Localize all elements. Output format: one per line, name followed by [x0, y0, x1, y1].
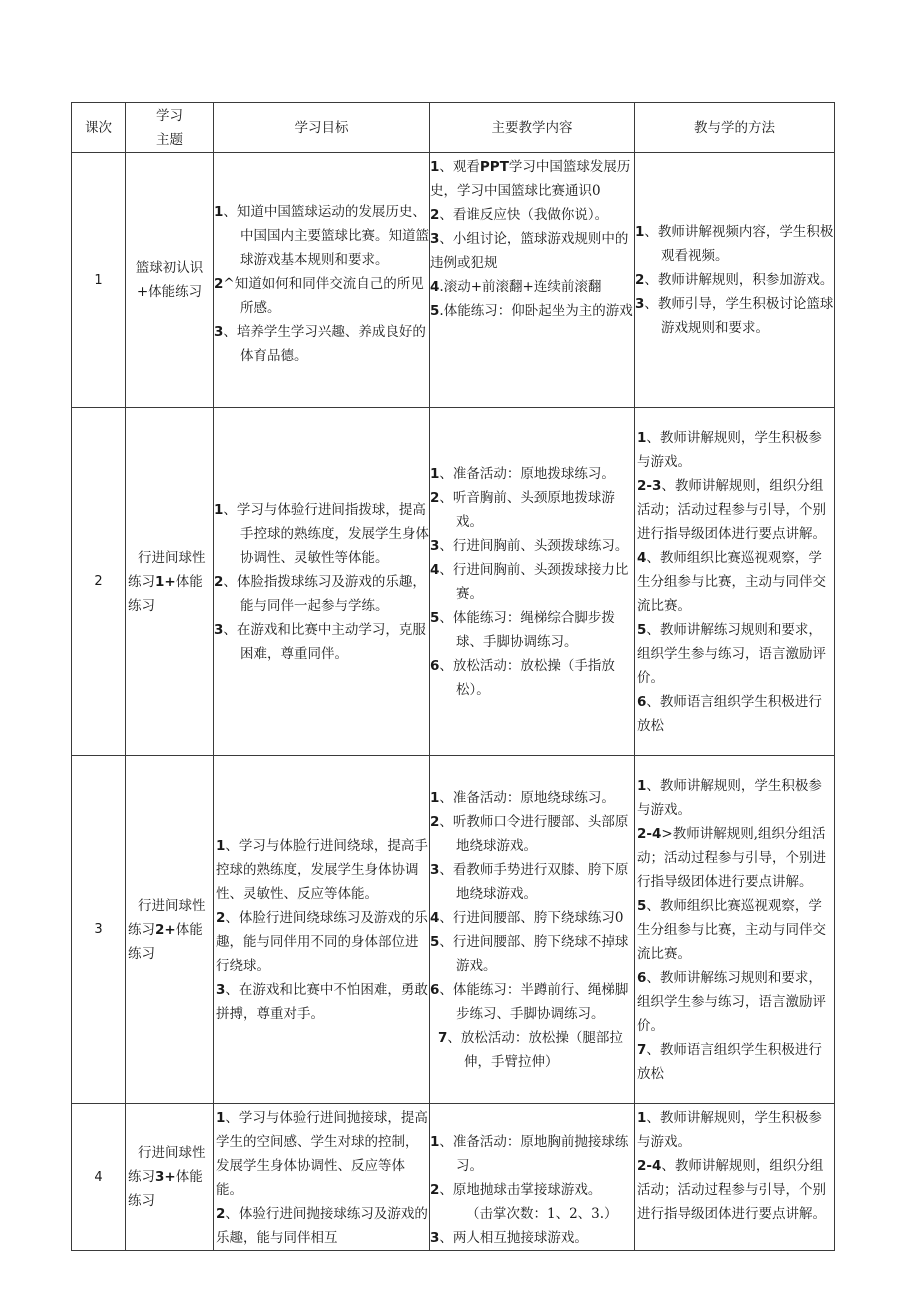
method-item: 5、教师讲解练习规则和要求，组织学生参与练习，语言激励评价。	[637, 621, 826, 686]
goal-item: 1、知道中国篮球运动的发展历史、中国国内主要篮球比赛。知道篮球游戏基本规则和要求。	[214, 204, 429, 268]
table-header-row	[72, 103, 835, 153]
goal-item: 2、体脸指拨球练习及游戏的乐趣，能与同伴一起参与学练。	[214, 573, 426, 614]
goals-cell	[214, 408, 430, 756]
content-item: 2、听音胸前、头颈原地拨球游戏。	[430, 489, 615, 530]
content-item: 3、行进间胸前、头颈拨球练习。	[430, 537, 629, 554]
goals-cell	[214, 1104, 430, 1251]
method-item: 6、教师讲解练习规则和要求，组织学生参与练习，语言激励评价。	[637, 969, 826, 1034]
methods-cell	[635, 153, 835, 408]
lesson-topic: 行进间球性练习3+体能练习	[126, 1104, 214, 1251]
lesson-number: 4	[72, 1104, 126, 1251]
method-item: 4、教师组织比赛巡视观察，学生分组参与比赛，主动与同伴交流比赛。	[637, 549, 826, 614]
content-item: 1、准备活动：原地绕球练习。	[430, 789, 615, 806]
lesson-plan-table	[71, 102, 835, 1251]
method-item: 1、教师讲解规则，学生积极参与游戏。	[637, 429, 822, 470]
content-item: 4、行进间胸前、头颈拨球接力比赛。	[430, 561, 629, 602]
method-item: 1、教师讲解规则，学生积极参与游戏。	[637, 1110, 822, 1150]
header-methods: 教与学的方法	[635, 103, 835, 153]
header-topic-line2: 主题	[156, 131, 183, 148]
content-item: 2、原地抛球击掌接球游戏。	[430, 1182, 602, 1198]
table-row	[72, 1104, 835, 1251]
content-cell	[430, 153, 635, 408]
methods-cell	[635, 756, 835, 1104]
content-item: 6、放松活动：放松操（手指放松）。	[430, 657, 615, 698]
goal-item: 3、在游戏和比赛中不怕困难，勇敢拼搏，尊重对手。	[216, 981, 428, 1022]
header-topic-line1: 学习	[156, 107, 183, 124]
goal-item: 1、学习与体验行进间抛接球，提高学生的空间感、学生对球的控制，发展学生身体协调性、反应等体能。	[216, 1110, 428, 1198]
method-item: 3、教师引导，学生积极讨论篮球游戏规则和要求。	[635, 296, 834, 336]
header-topic	[126, 103, 214, 153]
content-item: 6、体能练习：半蹲前行、绳梯脚步练习、手脚协调练习。	[430, 981, 629, 1022]
goals-cell	[214, 153, 430, 408]
content-item: 2、看谁反应快（我做你说）。	[430, 207, 609, 223]
content-item: 7、放松活动：放松操（腿部拉伸，手臂拉伸）	[438, 1029, 623, 1070]
content-item: 4、行进间腰部、胯下绕球练习0	[430, 909, 624, 926]
header-lesson: 课次	[72, 103, 126, 153]
header-content: 主要教学内容	[430, 103, 635, 153]
methods-cell	[635, 408, 835, 756]
goal-item: 2^知道如何和同伴交流自己的所见所感。	[214, 276, 424, 316]
goal-item: 3、在游戏和比赛中主动学习，克服困难，尊重同伴。	[214, 621, 426, 662]
method-item: 2-4>教师讲解规则,组织分组活动；活动过程参与引导，个别进行指导级团体进行要点讲解。	[637, 825, 826, 890]
lesson-topic: 行进间球性练习2+体能练习	[126, 756, 214, 1104]
method-item: 2-3、教师讲解规则，组织分组活动；活动过程参与引导，个别进行指导级团体进行要点讲解。	[637, 477, 826, 542]
content-item: 3、两人相互抛接球游戏。	[430, 1230, 588, 1246]
goal-item: 1、学习与体验行进间指拨球，提高手控球的熟练度，发展学生身体协调性、灵敏性等体能。	[214, 501, 429, 566]
content-cell	[430, 756, 635, 1104]
content-item: 3、小组讨论，篮球游戏规则中的违例或犯规	[430, 231, 629, 271]
content-item: 1、准备活动：原地胸前抛接球练习。	[430, 1134, 629, 1174]
table-row	[72, 756, 835, 1104]
content-item: （击掌次数：1、2、3.）	[466, 1206, 618, 1222]
table-row	[72, 153, 835, 408]
content-item: 3、看教师手势进行双膝、胯下原地绕球游戏。	[430, 861, 629, 902]
content-item: 5.体能练习：仰卧起坐为主的游戏	[430, 303, 633, 319]
lesson-number: 3	[72, 756, 126, 1104]
goal-item: 1、学习与体脸行进间绕球，提高手控球的熟练度，发展学生身体协调性、灵敏性、反应等体能。	[216, 837, 428, 902]
goals-cell	[214, 756, 430, 1104]
content-item: 4.滚动+前滚翻+连续前滚翻	[430, 279, 602, 295]
method-item: 6、教师语言组织学生积极进行放松	[637, 693, 822, 734]
content-item: 2、听教师口令进行腰部、头部原地绕球游戏。	[430, 813, 629, 854]
method-item: 1、教师讲解规则，学生积极参与游戏。	[637, 777, 822, 818]
content-item: 1、观看PPT学习中国篮球发展历史，学习中国篮球比赛通识0	[430, 159, 631, 199]
content-item: 5、行进间腰部、胯下绕球不掉球游戏。	[430, 933, 629, 974]
content-cell	[430, 1104, 635, 1251]
goal-item: 2、体脸行进间绕球练习及游戏的乐趣，能与同伴用不同的身体部位进行绕球。	[216, 909, 428, 974]
lesson-number: 2	[72, 408, 126, 756]
goal-item: 3、培养学生学习兴趣、养成良好的体育品德。	[214, 324, 426, 364]
lesson-topic: 篮球初认识+体能练习	[126, 153, 214, 408]
goal-item: 2、体验行进间抛接球练习及游戏的乐趣，能与同伴相互	[216, 1206, 428, 1246]
header-goals: 学习目标	[214, 103, 430, 153]
method-item: 2、教师讲解规则，积参加游戏。	[635, 272, 834, 288]
method-item: 2-4、教师讲解规则，组织分组活动；活动过程参与引导，个别进行指导级团体进行要点讲解。	[637, 1158, 826, 1222]
method-item: 7、教师语言组织学生积极进行放松	[637, 1041, 822, 1082]
method-item: 5、教师组织比赛巡视观察，学生分组参与比赛，主动与同伴交流比赛。	[637, 897, 826, 962]
lesson-topic: 行进间球性练习1+体能练习	[126, 408, 214, 756]
content-cell	[430, 408, 635, 756]
method-item: 1、教师讲解视频内容，学生积极观看视频。	[635, 224, 834, 264]
content-item: 1、准备活动：原地拨球练习。	[430, 465, 615, 482]
methods-cell	[635, 1104, 835, 1251]
lesson-number: 1	[72, 153, 126, 408]
content-item: 5、体能练习：绳梯综合脚步拨球、手脚协调练习。	[430, 609, 615, 650]
table-row	[72, 408, 835, 756]
